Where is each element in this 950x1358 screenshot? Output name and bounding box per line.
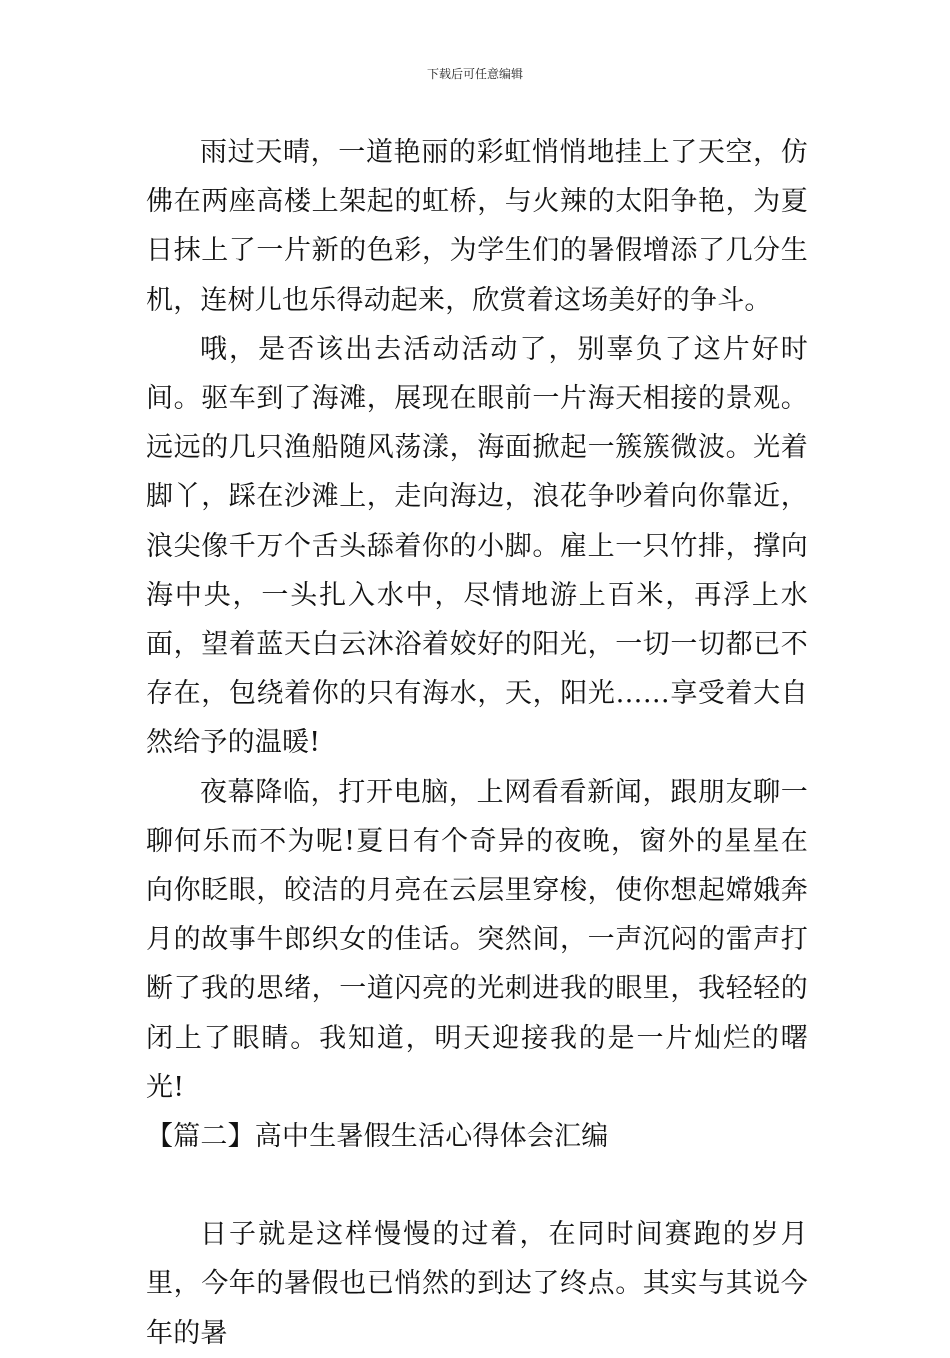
section-spacer [146, 1161, 808, 1210]
paragraph-beach: 哦，是否该出去活动活动了，别辜负了这片好时间。驱车到了海滩，展现在眼前一片海天相接的景观。远远的几只渔船随风荡漾，海面掀起一簇簇微波。光着脚丫，踩在沙滩上，走向海边，浪花争吵着向你靠近，浪尖像千万个舌头舔着你的小脚。雇上一只竹排，撑向海中央，一头扎入水中，尽情地游上百米，再浮上水面，望着蓝天白云沐浴着姣好的阳光，一切一切都已不存在，包绕着你的只有海水，天，阳光……享受着大自然给予的温暖! [146, 333, 808, 759]
paragraph-rainbow: 雨过天晴，一道艳丽的彩虹悄悄地挂上了天空，仿佛在两座高楼上架起的虹桥，与火辣的太阳争艳，为夏日抹上了一片新的色彩，为学生们的暑假增添了几分生机，连树儿也乐得动起来，欣赏着这场美好的争斗。 [146, 137, 808, 316]
section-heading: 【篇二】高中生暑假生活心得体会汇编 [146, 1121, 609, 1153]
paragraph-night: 夜幕降临，打开电脑，上网看看新闻，跟朋友聊一聊何乐而不为呢!夏日有个奇异的夜晚，窗外的星星在向你眨眼，皎洁的月亮在云层里穿梭，使你想起嫦娥奔月的故事牛郎织女的佳话。突然间，一声沉闷的雷声打断了我的思绪，一道闪亮的光刺进我的眼里，我轻轻的闭上了眼睛。我知道，明天迎接我的是一片灿烂的曙光! [146, 776, 808, 1103]
paragraph-summer-end: 日子就是这样慢慢的过着，在同时间赛跑的岁月里，今年的暑假也已悄然的到达了终点。其实与其说今年的暑 [146, 1219, 808, 1349]
document-body [146, 128, 808, 1358]
header-note: 下载后可任意编辑 [426, 67, 523, 81]
